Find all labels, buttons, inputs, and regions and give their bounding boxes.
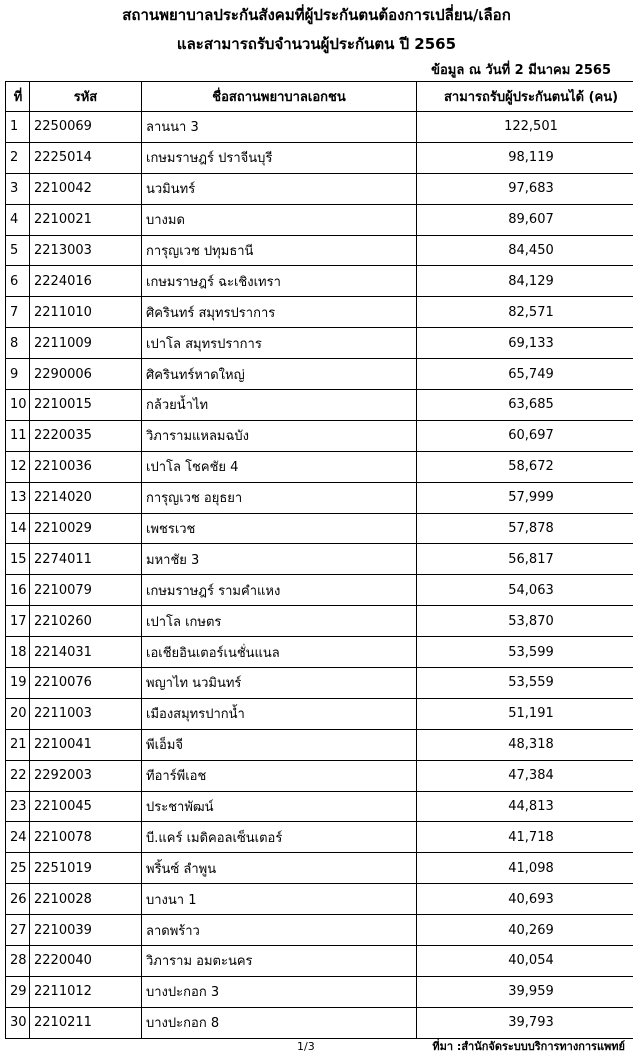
table-row [6, 328, 633, 359]
row-number: 11 [6, 420, 30, 451]
hospital-name: พญาไท นวมินทร์ [142, 668, 417, 699]
capacity-value: 57,999 [417, 482, 633, 513]
hospital-name: พีเอ็มจี [142, 729, 417, 760]
row-number: 30 [6, 1007, 30, 1038]
hospital-name: วิภาราม อมตะนคร [142, 946, 417, 977]
column-header-hospital-name: ชื่อสถานพยาบาลเอกชน [142, 82, 417, 112]
data-as-of-date: ข้อมูล ณ วันที่ 2 มีนาคม 2565 [431, 63, 611, 78]
hospital-code: 2210079 [30, 575, 142, 606]
table-row [6, 390, 633, 421]
table-row [6, 853, 633, 884]
hospital-code: 2210041 [30, 729, 142, 760]
hospital-name: ลาดพร้าว [142, 915, 417, 946]
capacity-value: 65,749 [417, 359, 633, 390]
hospital-name: การุญเวช อยุธยา [142, 482, 417, 513]
capacity-value: 57,878 [417, 513, 633, 544]
table-row [6, 791, 633, 822]
table-row [6, 451, 633, 482]
capacity-value: 63,685 [417, 390, 633, 421]
table-row [6, 420, 633, 451]
row-number: 19 [6, 668, 30, 699]
hospital-name: เอเชียอินเตอร์เนชั่นแนล [142, 637, 417, 668]
hospital-name: ทีอาร์พีเอช [142, 760, 417, 791]
row-number: 17 [6, 606, 30, 637]
hospital-code: 2210029 [30, 513, 142, 544]
capacity-value: 44,813 [417, 791, 633, 822]
hospital-name: เกษมราษฎร์ ปราจีนบุรี [142, 142, 417, 173]
row-number: 8 [6, 328, 30, 359]
row-number: 3 [6, 173, 30, 204]
capacity-value: 39,793 [417, 1007, 633, 1038]
capacity-value: 60,697 [417, 420, 633, 451]
row-number: 9 [6, 359, 30, 390]
table-row [6, 606, 633, 637]
capacity-value: 58,672 [417, 451, 633, 482]
row-number: 16 [6, 575, 30, 606]
table-row [6, 760, 633, 791]
table-row [6, 822, 633, 853]
hospital-code: 2210021 [30, 204, 142, 235]
row-number: 7 [6, 297, 30, 328]
hospital-name: ศิครินทร์ สมุทรปราการ [142, 297, 417, 328]
table-row [6, 915, 633, 946]
table-row [6, 637, 633, 668]
table-row [6, 297, 633, 328]
hospital-name: การุญเวช ปทุมธานี [142, 235, 417, 266]
page-number: 1/3 [297, 1040, 315, 1053]
table-row [6, 575, 633, 606]
hospital-name: บางมด [142, 204, 417, 235]
column-header-no: ที่ [6, 82, 30, 112]
column-header-capacity: สามารถรับผู้ประกันตนได้ (คน) [417, 82, 633, 112]
table-row [6, 173, 633, 204]
table-row [6, 946, 633, 977]
row-number: 15 [6, 544, 30, 575]
row-number: 28 [6, 946, 30, 977]
hospital-code: 2292003 [30, 760, 142, 791]
table-row [6, 544, 633, 575]
capacity-value: 41,098 [417, 853, 633, 884]
row-number: 27 [6, 915, 30, 946]
hospital-code: 2210045 [30, 791, 142, 822]
row-number: 22 [6, 760, 30, 791]
hospital-code: 2210260 [30, 606, 142, 637]
page-title-line-1: สถานพยาบาลประกันสังคมที่ผู้ประกันตนต้องการเปลี่ยน/เลือก [122, 6, 511, 24]
capacity-value: 47,384 [417, 760, 633, 791]
capacity-value: 48,318 [417, 729, 633, 760]
capacity-value: 89,607 [417, 204, 633, 235]
row-number: 10 [6, 390, 30, 421]
table-row [6, 112, 633, 143]
row-number: 4 [6, 204, 30, 235]
table-row [6, 204, 633, 235]
hospital-code: 2210042 [30, 173, 142, 204]
hospital-code: 2224016 [30, 266, 142, 297]
hospital-name: ลานนา 3 [142, 112, 417, 143]
row-number: 29 [6, 976, 30, 1007]
capacity-value: 51,191 [417, 698, 633, 729]
hospital-capacity-table [5, 81, 633, 1039]
hospital-name: เกษมราษฎร์ ฉะเชิงเทรา [142, 266, 417, 297]
row-number: 14 [6, 513, 30, 544]
table-header-row [6, 82, 633, 112]
row-number: 21 [6, 729, 30, 760]
hospital-name: เปาโล เกษตร [142, 606, 417, 637]
hospital-code: 2274011 [30, 544, 142, 575]
hospital-code: 2211010 [30, 297, 142, 328]
table-row [6, 698, 633, 729]
table-row [6, 976, 633, 1007]
hospital-name: ประชาพัฒน์ [142, 791, 417, 822]
capacity-value: 56,817 [417, 544, 633, 575]
hospital-code: 2250069 [30, 112, 142, 143]
capacity-value: 40,693 [417, 884, 633, 915]
capacity-value: 84,129 [417, 266, 633, 297]
capacity-value: 84,450 [417, 235, 633, 266]
table-row [6, 142, 633, 173]
hospital-name: บางปะกอก 3 [142, 976, 417, 1007]
hospital-name: บางปะกอก 8 [142, 1007, 417, 1038]
row-number: 23 [6, 791, 30, 822]
capacity-value: 41,718 [417, 822, 633, 853]
table-row [6, 884, 633, 915]
hospital-name: เกษมราษฎร์ รามคำแหง [142, 575, 417, 606]
hospital-code: 2290006 [30, 359, 142, 390]
hospital-code: 2210028 [30, 884, 142, 915]
row-number: 13 [6, 482, 30, 513]
row-number: 1 [6, 112, 30, 143]
capacity-value: 98,119 [417, 142, 633, 173]
capacity-value: 54,063 [417, 575, 633, 606]
row-number: 2 [6, 142, 30, 173]
source-note: ที่มา :สำนักจัดระบบบริการทางการแพทย์ [432, 1040, 625, 1053]
hospital-code: 2214020 [30, 482, 142, 513]
hospital-name: บี.แคร์ เมดิคอลเซ็นเตอร์ [142, 822, 417, 853]
table-row [6, 482, 633, 513]
hospital-name: มหาชัย 3 [142, 544, 417, 575]
hospital-code: 2210211 [30, 1007, 142, 1038]
hospital-code: 2210015 [30, 390, 142, 421]
table-row [6, 235, 633, 266]
table-row [6, 513, 633, 544]
hospital-code: 2210036 [30, 451, 142, 482]
hospital-name: เพชรเวช [142, 513, 417, 544]
hospital-name: นวมินทร์ [142, 173, 417, 204]
row-number: 20 [6, 698, 30, 729]
hospital-code: 2213003 [30, 235, 142, 266]
row-number: 24 [6, 822, 30, 853]
hospital-name: เมืองสมุทรปากน้ำ [142, 698, 417, 729]
capacity-value: 97,683 [417, 173, 633, 204]
hospital-name: เปาโล โชคชัย 4 [142, 451, 417, 482]
row-number: 18 [6, 637, 30, 668]
table-row [6, 729, 633, 760]
hospital-code: 2214031 [30, 637, 142, 668]
hospital-code: 2210076 [30, 668, 142, 699]
capacity-value: 82,571 [417, 297, 633, 328]
hospital-code: 2225014 [30, 142, 142, 173]
table-body [6, 112, 633, 1039]
table-row [6, 359, 633, 390]
row-number: 25 [6, 853, 30, 884]
capacity-value: 40,269 [417, 915, 633, 946]
capacity-value: 69,133 [417, 328, 633, 359]
hospital-code: 2211003 [30, 698, 142, 729]
hospital-code: 2220040 [30, 946, 142, 977]
hospital-name: กล้วยน้ำไท [142, 390, 417, 421]
hospital-name: บางนา 1 [142, 884, 417, 915]
hospital-code: 2211009 [30, 328, 142, 359]
capacity-value: 122,501 [417, 112, 633, 143]
page-title-line-2: และสามารถรับจำนวนผู้ประกันตน ปี 2565 [176, 35, 457, 53]
hospital-code: 2210039 [30, 915, 142, 946]
capacity-value: 53,870 [417, 606, 633, 637]
hospital-code: 2251019 [30, 853, 142, 884]
capacity-value: 53,559 [417, 668, 633, 699]
row-number: 6 [6, 266, 30, 297]
hospital-code: 2220035 [30, 420, 142, 451]
row-number: 5 [6, 235, 30, 266]
column-header-code: รหัส [30, 82, 142, 112]
capacity-value: 40,054 [417, 946, 633, 977]
hospital-code: 2211012 [30, 976, 142, 1007]
hospital-name: พริ้นซ์ ลำพูน [142, 853, 417, 884]
table-row [6, 266, 633, 297]
table-row [6, 1007, 633, 1038]
hospital-name: วิภารามแหลมฉบัง [142, 420, 417, 451]
table-row [6, 668, 633, 699]
capacity-value: 39,959 [417, 976, 633, 1007]
hospital-name: เปาโล สมุทรปราการ [142, 328, 417, 359]
hospital-name: ศิครินทร์หาดใหญ่ [142, 359, 417, 390]
row-number: 26 [6, 884, 30, 915]
capacity-value: 53,599 [417, 637, 633, 668]
hospital-code: 2210078 [30, 822, 142, 853]
row-number: 12 [6, 451, 30, 482]
